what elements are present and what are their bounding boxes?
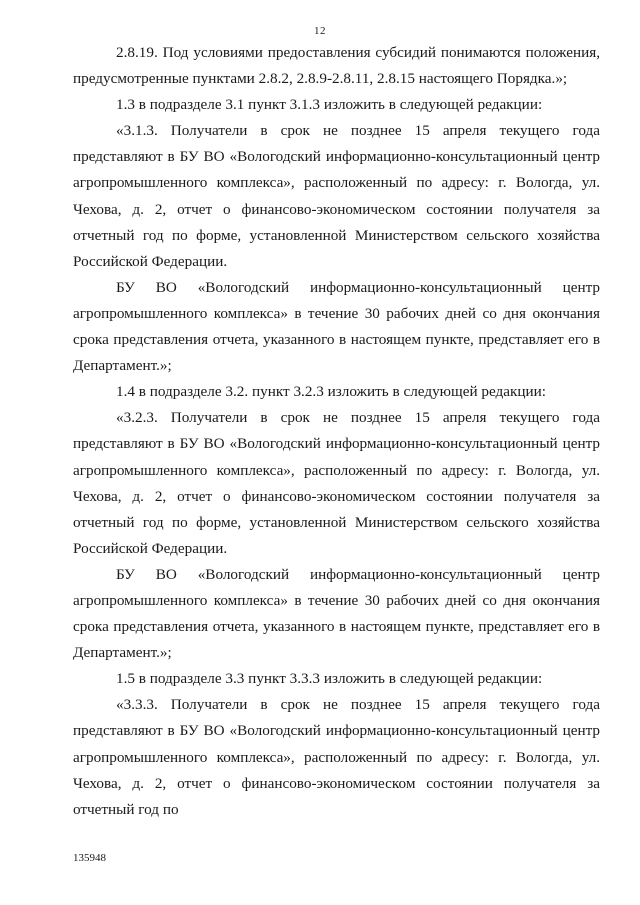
page-number: 12 [314,25,326,37]
paragraph-amendment-1-4: 1.4 в подразделе 3.2. пункт 3.2.3 изложить в следующей редакции: [116,383,546,401]
paragraph-2-8-19: 2.8.19. Под условиями предоставления субсидий понимаются положения, предусмотренные пунктами 2.8.2, 2.8.9-2.8.11, 2.8.15 настоящего Порядка.»; [73,44,600,88]
paragraph-amendment-1-3: 1.3 в подразделе 3.1 пункт 3.1.3 изложить в следующей редакции: [116,96,543,114]
paragraph-3-1-3-continued: БУ ВО «Вологодский информационно-консультационный центр агропромышленного комплекса» в течение 30 рабочих дней со дня окончания срока представления отчета, указанного в настоящем пункте, представляет его в Департамент.»; [73,278,600,375]
paragraph-3-1-3: «3.1.3. Получатели в срок не позднее 15 апреля текущего года представляют в БУ ВО «Вологодский информационно-консультационный центр агропромышленного комплекса», расположенный по адресу: г. Вологда, ул. Чехова, д. 2, отчет о финансово-экономическом состоянии получателя за отчетный год по форме, установленной Министерством сельского хозяйства Российской Федерации. [73,122,600,270]
document-body [73,40,600,823]
paragraph-3-3-3: «3.3.3. Получатели в срок не позднее 15 апреля текущего года представляют в БУ ВО «Вологодский информационно-консультационный центр агропромышленного комплекса», расположенный по адресу: г. Вологда, ул. Чехова, д. 2, отчет о финансово-экономическом состоянии получателя за отчетный год по [73,696,600,818]
paragraph-3-2-3-continued: БУ ВО «Вологодский информационно-консультационный центр агропромышленного комплекса» в течение 30 рабочих дней со дня окончания срока представления отчета, указанного в настоящем пункте, представляет его в Департамент.»; [73,565,600,662]
document-code: 135948 [73,852,106,864]
paragraph-amendment-1-5: 1.5 в подразделе 3.3 пункт 3.3.3 изложить в следующей редакции: [116,670,543,688]
paragraph-3-2-3: «3.2.3. Получатели в срок не позднее 15 апреля текущего года представляют в БУ ВО «Вологодский информационно-консультационный центр агропромышленного комплекса», расположенный по адресу: г. Вологда, ул. Чехова, д. 2, отчет о финансово-экономическом состоянии получателя за отчетный год по форме, установленной Министерством сельского хозяйства Российской Федерации. [73,409,600,557]
